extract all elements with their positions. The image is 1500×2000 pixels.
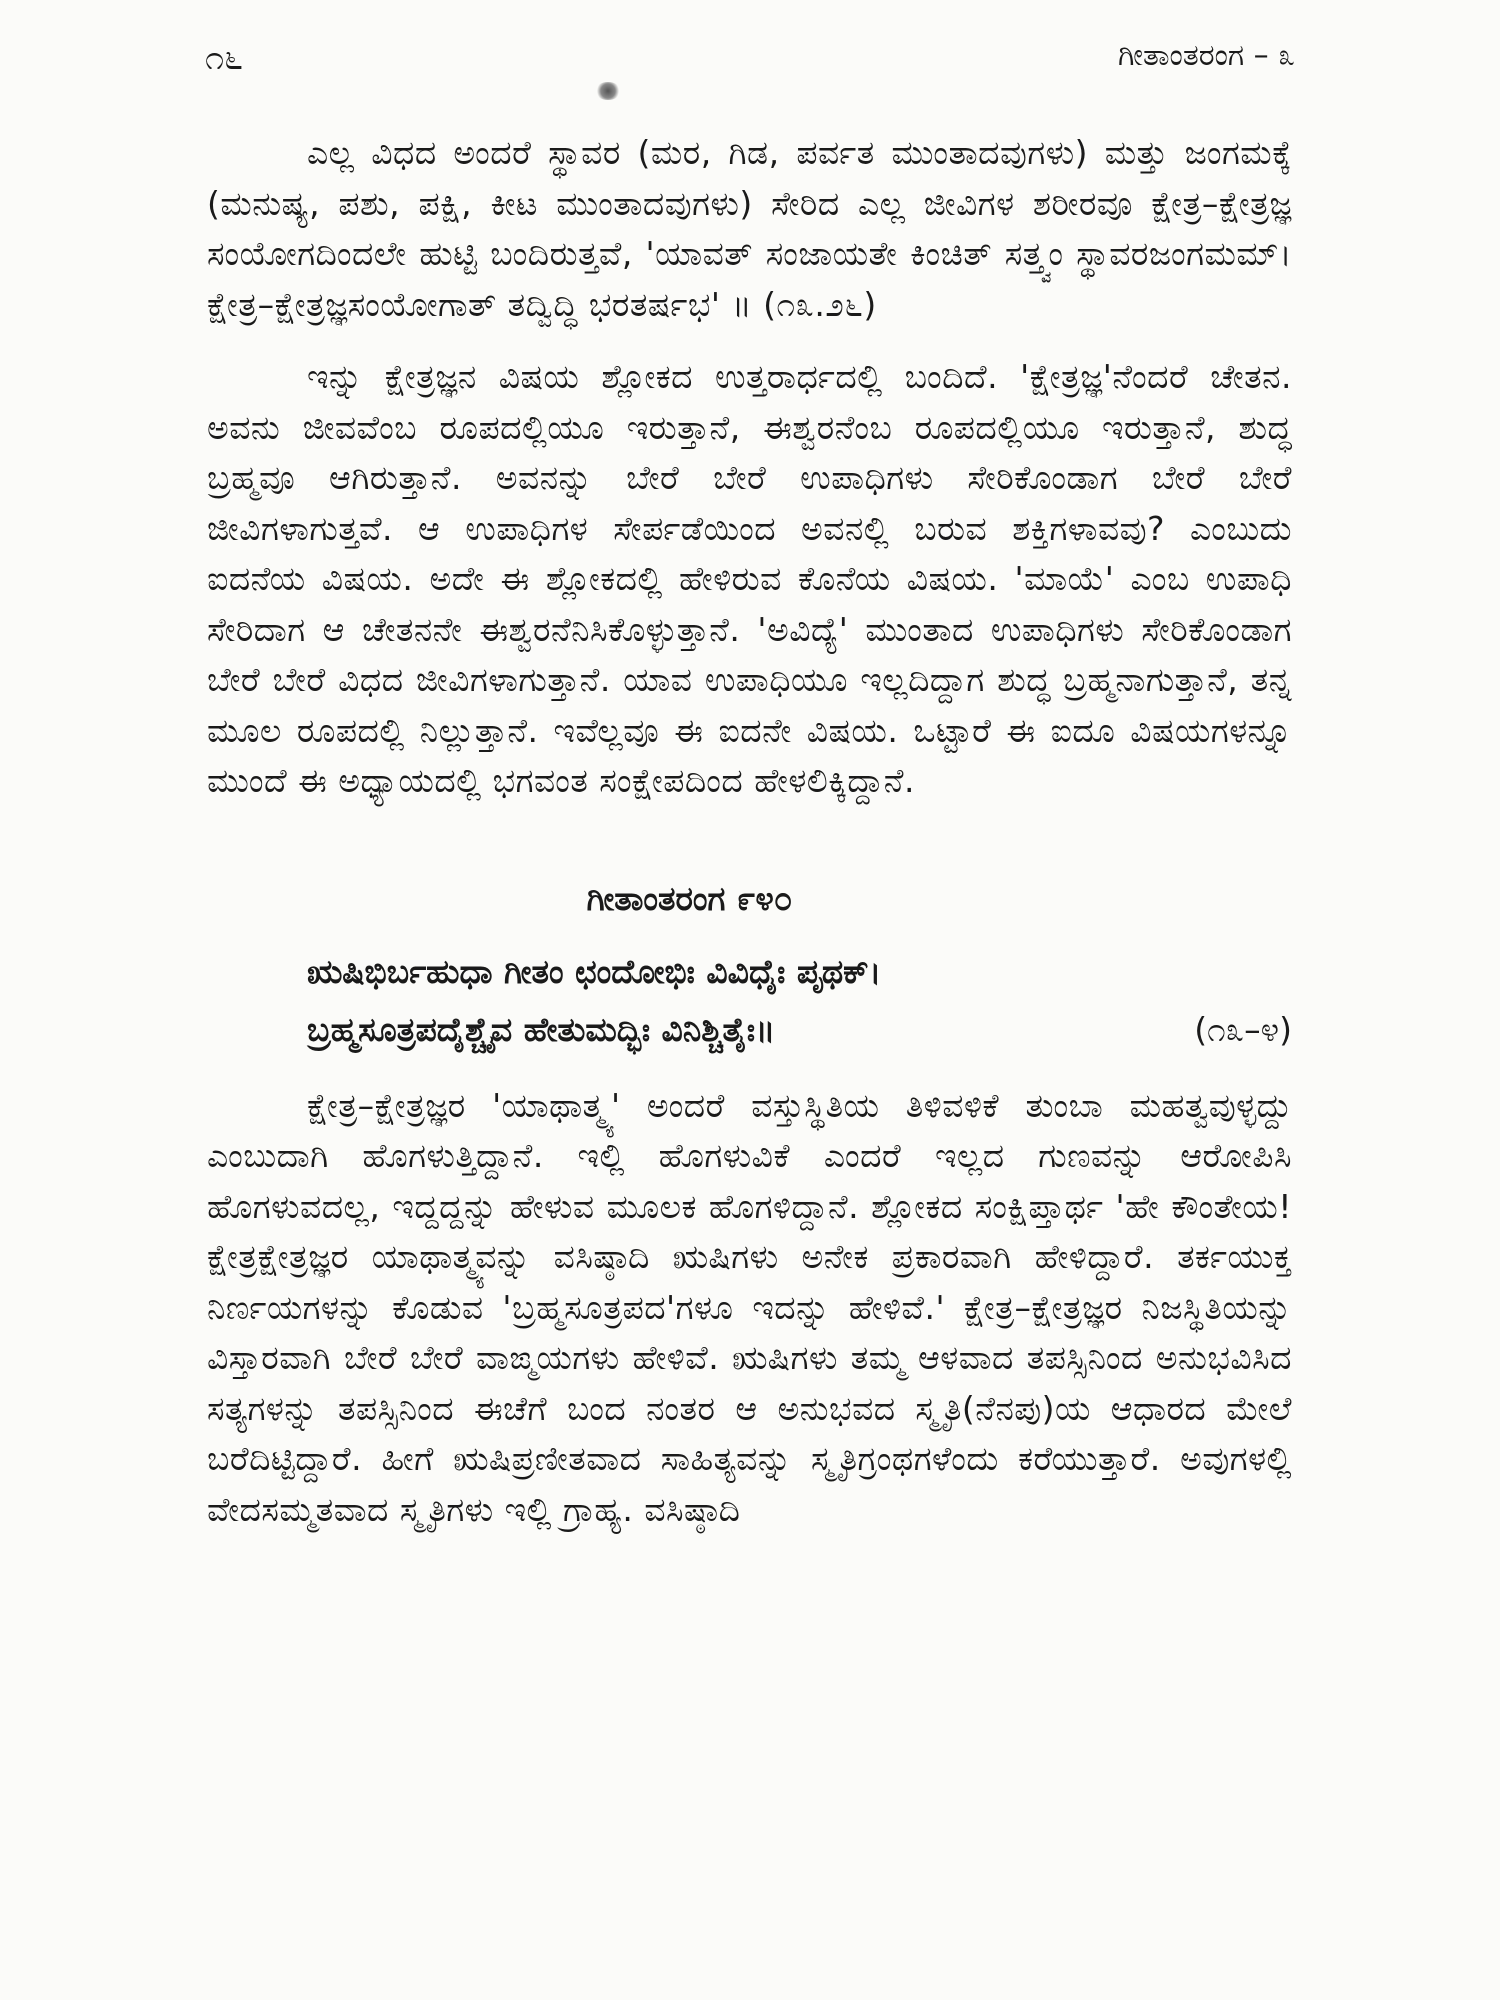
page-number: ೧೬ — [205, 38, 244, 78]
paragraph: ಕ್ಷೇತ್ರ–ಕ್ಷೇತ್ರಜ್ಞರ 'ಯಾಥಾತ್ಮ್ಯ' ಅಂದರೆ ವಸ್ತುಸ್ಥಿತಿಯ ತಿಳಿವಳಿಕೆ ತುಂಬಾ ಮಹತ್ವವುಳ್ಳದ್ದು ಎಂಬುದಾಗಿ ಹೊಗಳುತ್ತಿದ್ದಾನೆ. ಇಲ್ಲಿ ಹೊಗಳುವಿಕೆ ಎಂದರೆ ಇಲ್ಲದ ಗುಣವನ್ನು ಆರೋಪಿಸಿ ಹೊಗಳುವದಲ್ಲ, ಇದ್ದದ್ದನ್ನು ಹೇಳುವ ಮೂಲಕ ಹೊಗಳಿದ್ದಾನೆ. ಶ್ಲೋಕದ ಸಂಕ್ಷಿಪ್ತಾರ್ಥ 'ಹೇ ಕೌಂತೇಯ! ಕ್ಷೇತ್ರಕ್ಷೇತ್ರಜ್ಞರ ಯಾಥಾತ್ಮ್ಯವನ್ನು ವಸಿಷ್ಠಾದಿ ಋಷಿಗಳು ಅನೇಕ ಪ್ರಕಾರವಾಗಿ ಹೇಳಿದ್ದಾರೆ. ತರ್ಕಯುಕ್ತ ನಿರ್ಣಯಗಳನ್ನು ಕೊಡುವ 'ಬ್ರಹ್ಮಸೂತ್ರಪದ'ಗಳೂ ಇದನ್ನು ಹೇಳಿವೆ.' ಕ್ಷೇತ್ರ–ಕ್ಷೇತ್ರಜ್ಞರ ನಿಜಸ್ಥಿತಿಯನ್ನು ವಿಸ್ತಾರವಾಗಿ ಬೇರೆ ಬೇರೆ ವಾಙ್ಮಯಗಳು ಹೇಳಿವೆ. ಋಷಿಗಳು ತಮ್ಮ ಆಳವಾದ ತಪಸ್ಸಿನಿಂದ ಅನುಭವಿಸಿದ ಸತ್ಯಗಳನ್ನು ತಪಸ್ಸಿನಿಂದ ಈಚೆಗೆ ಬಂದ ನಂತರ ಆ ಅನುಭವದ ಸ್ಮೃತಿ(ನೆನಪು)ಯ ಆಧಾರದ ಮೇಲೆ ಬರೆದಿಟ್ಟಿದ್ದಾರೆ. ಹೀಗೆ ಋಷಿಪ್ರಣೀತವಾದ ಸಾಹಿತ್ಯವನ್ನು ಸ್ಮೃತಿಗ್ರಂಥಗಳೆಂದು ಕರೆಯುತ್ತಾರೆ. ಅವುಗಳಲ್ಲಿ ವೇದಸಮ್ಮತವಾದ ಸ್ಮೃತಿಗಳು ಇಲ್ಲಿ ಗ್ರಾಹ್ಯ. ವಸಿಷ್ಠಾದಿ — [207, 1085, 1292, 1529]
page-header — [205, 38, 1295, 88]
page-body — [207, 128, 1292, 1535]
verse-line-1: ಋಷಿಭಿರ್ಬಹುಧಾ ಗೀತಂ ಛಂದೋಭಿಃ ವಿವಿಧೈಃ ಪೃಥಕ್। — [307, 951, 882, 991]
verse-reference: (೧೩–೪) — [1194, 1009, 1292, 1049]
verse-line-2 — [307, 1001, 1292, 1059]
paragraph: ಎಲ್ಲ ವಿಧದ ಅಂದರೆ ಸ್ಥಾವರ (ಮರ, ಗಿಡ, ಪರ್ವತ ಮುಂತಾದವುಗಳು) ಮತ್ತು ಜಂಗಮಕ್ಕೆ (ಮನುಷ್ಯ, ಪಶು, ಪಕ್ಷಿ, ಕೀಟ ಮುಂತಾದವುಗಳು) ಸೇರಿದ ಎಲ್ಲ ಜೀವಿಗಳ ಶರೀರವೂ ಕ್ಷೇತ್ರ–ಕ್ಷೇತ್ರಜ್ಞ ಸಂಯೋಗದಿಂದಲೇ ಹುಟ್ಟಿ ಬಂದಿರುತ್ತವೆ, 'ಯಾವತ್ ಸಂಜಾಯತೇ ಕಿಂಚಿತ್ ಸತ್ತ್ವಂ ಸ್ಥಾವರಜಂಗಮಮ್। ಕ್ಷೇತ್ರ–ಕ್ಷೇತ್ರಜ್ಞಸಂಯೋಗಾತ್ ತದ್ವಿದ್ಧಿ ಭರತರ್ಷಭ' ॥ (೧೩.೨೬) — [207, 133, 1292, 324]
verse-block — [207, 943, 1292, 1059]
paragraph: ಇನ್ನು ಕ್ಷೇತ್ರಜ್ಞನ ವಿಷಯ ಶ್ಲೋಕದ ಉತ್ತರಾರ್ಧದಲ್ಲಿ ಬಂದಿದೆ. 'ಕ್ಷೇತ್ರಜ್ಞ'ನೆಂದರೆ ಚೇತನ. ಅವನು ಜೀವವೆಂಬ ರೂಪದಲ್ಲಿಯೂ ಇರುತ್ತಾನೆ, ಈಶ್ವರನೆಂಬ ರೂಪದಲ್ಲಿಯೂ ಇರುತ್ತಾನೆ, ಶುದ್ಧ ಬ್ರಹ್ಮವೂ ಆಗಿರುತ್ತಾನೆ. ಅವನನ್ನು ಬೇರೆ ಬೇರೆ ಉಪಾಧಿಗಳು ಸೇರಿಕೊಂಡಾಗ ಬೇರೆ ಬೇರೆ ಜೀವಿಗಳಾಗುತ್ತವೆ. ಆ ಉಪಾಧಿಗಳ ಸೇರ್ಪಡೆಯಿಂದ ಅವನಲ್ಲಿ ಬರುವ ಶಕ್ತಿಗಳಾವವು? ಎಂಬುದು ಐದನೆಯ ವಿಷಯ. ಅದೇ ಈ ಶ್ಲೋಕದಲ್ಲಿ ಹೇಳಿರುವ ಕೊನೆಯ ವಿಷಯ. 'ಮಾಯೆ' ಎಂಬ ಉಪಾಧಿ ಸೇರಿದಾಗ ಆ ಚೇತನನೇ ಈಶ್ವರನೆನಿಸಿಕೊಳ್ಳುತ್ತಾನೆ. 'ಅವಿದ್ಯೆ' ಮುಂತಾದ ಉಪಾಧಿಗಳು ಸೇರಿಕೊಂಡಾಗ ಬೇರೆ ಬೇರೆ ವಿಧದ ಜೀವಿಗಳಾಗುತ್ತಾನೆ. ಯಾವ ಉಪಾಧಿಯೂ ಇಲ್ಲದಿದ್ದಾಗ ಶುದ್ಧ ಬ್ರಹ್ಮನಾಗುತ್ತಾನೆ, ತನ್ನ ಮೂಲ ರೂಪದಲ್ಲಿ ನಿಲ್ಲುತ್ತಾನೆ. ಇವೆಲ್ಲವೂ ಈ ಐದನೇ ವಿಷಯ. ಒಟ್ಟಾರೆ ಈ ಐದೂ ವಿಷಯಗಳನ್ನೂ ಮುಂದೆ ಈ ಅಧ್ಯಾಯದಲ್ಲಿ ಭಗವಂತ ಸಂಕ್ಷೇಪದಿಂದ ಹೇಳಲಿಕ್ಕಿದ್ದಾನೆ. — [207, 357, 1292, 800]
verse-line-2-text: ಬ್ರಹ್ಮಸೂತ್ರಪದೈಶ್ಚೈವ ಹೇತುಮದ್ಭಿಃ ವಿನಿಶ್ಚಿತೈಃ॥ — [307, 1009, 776, 1049]
ink-blot-ornament — [595, 82, 621, 100]
section-heading: ಗೀತಾಂತರಂಗ ೯೪೦ — [586, 878, 793, 918]
running-title: ಗೀತಾಂತರಂಗ – ೩ — [1118, 38, 1295, 73]
